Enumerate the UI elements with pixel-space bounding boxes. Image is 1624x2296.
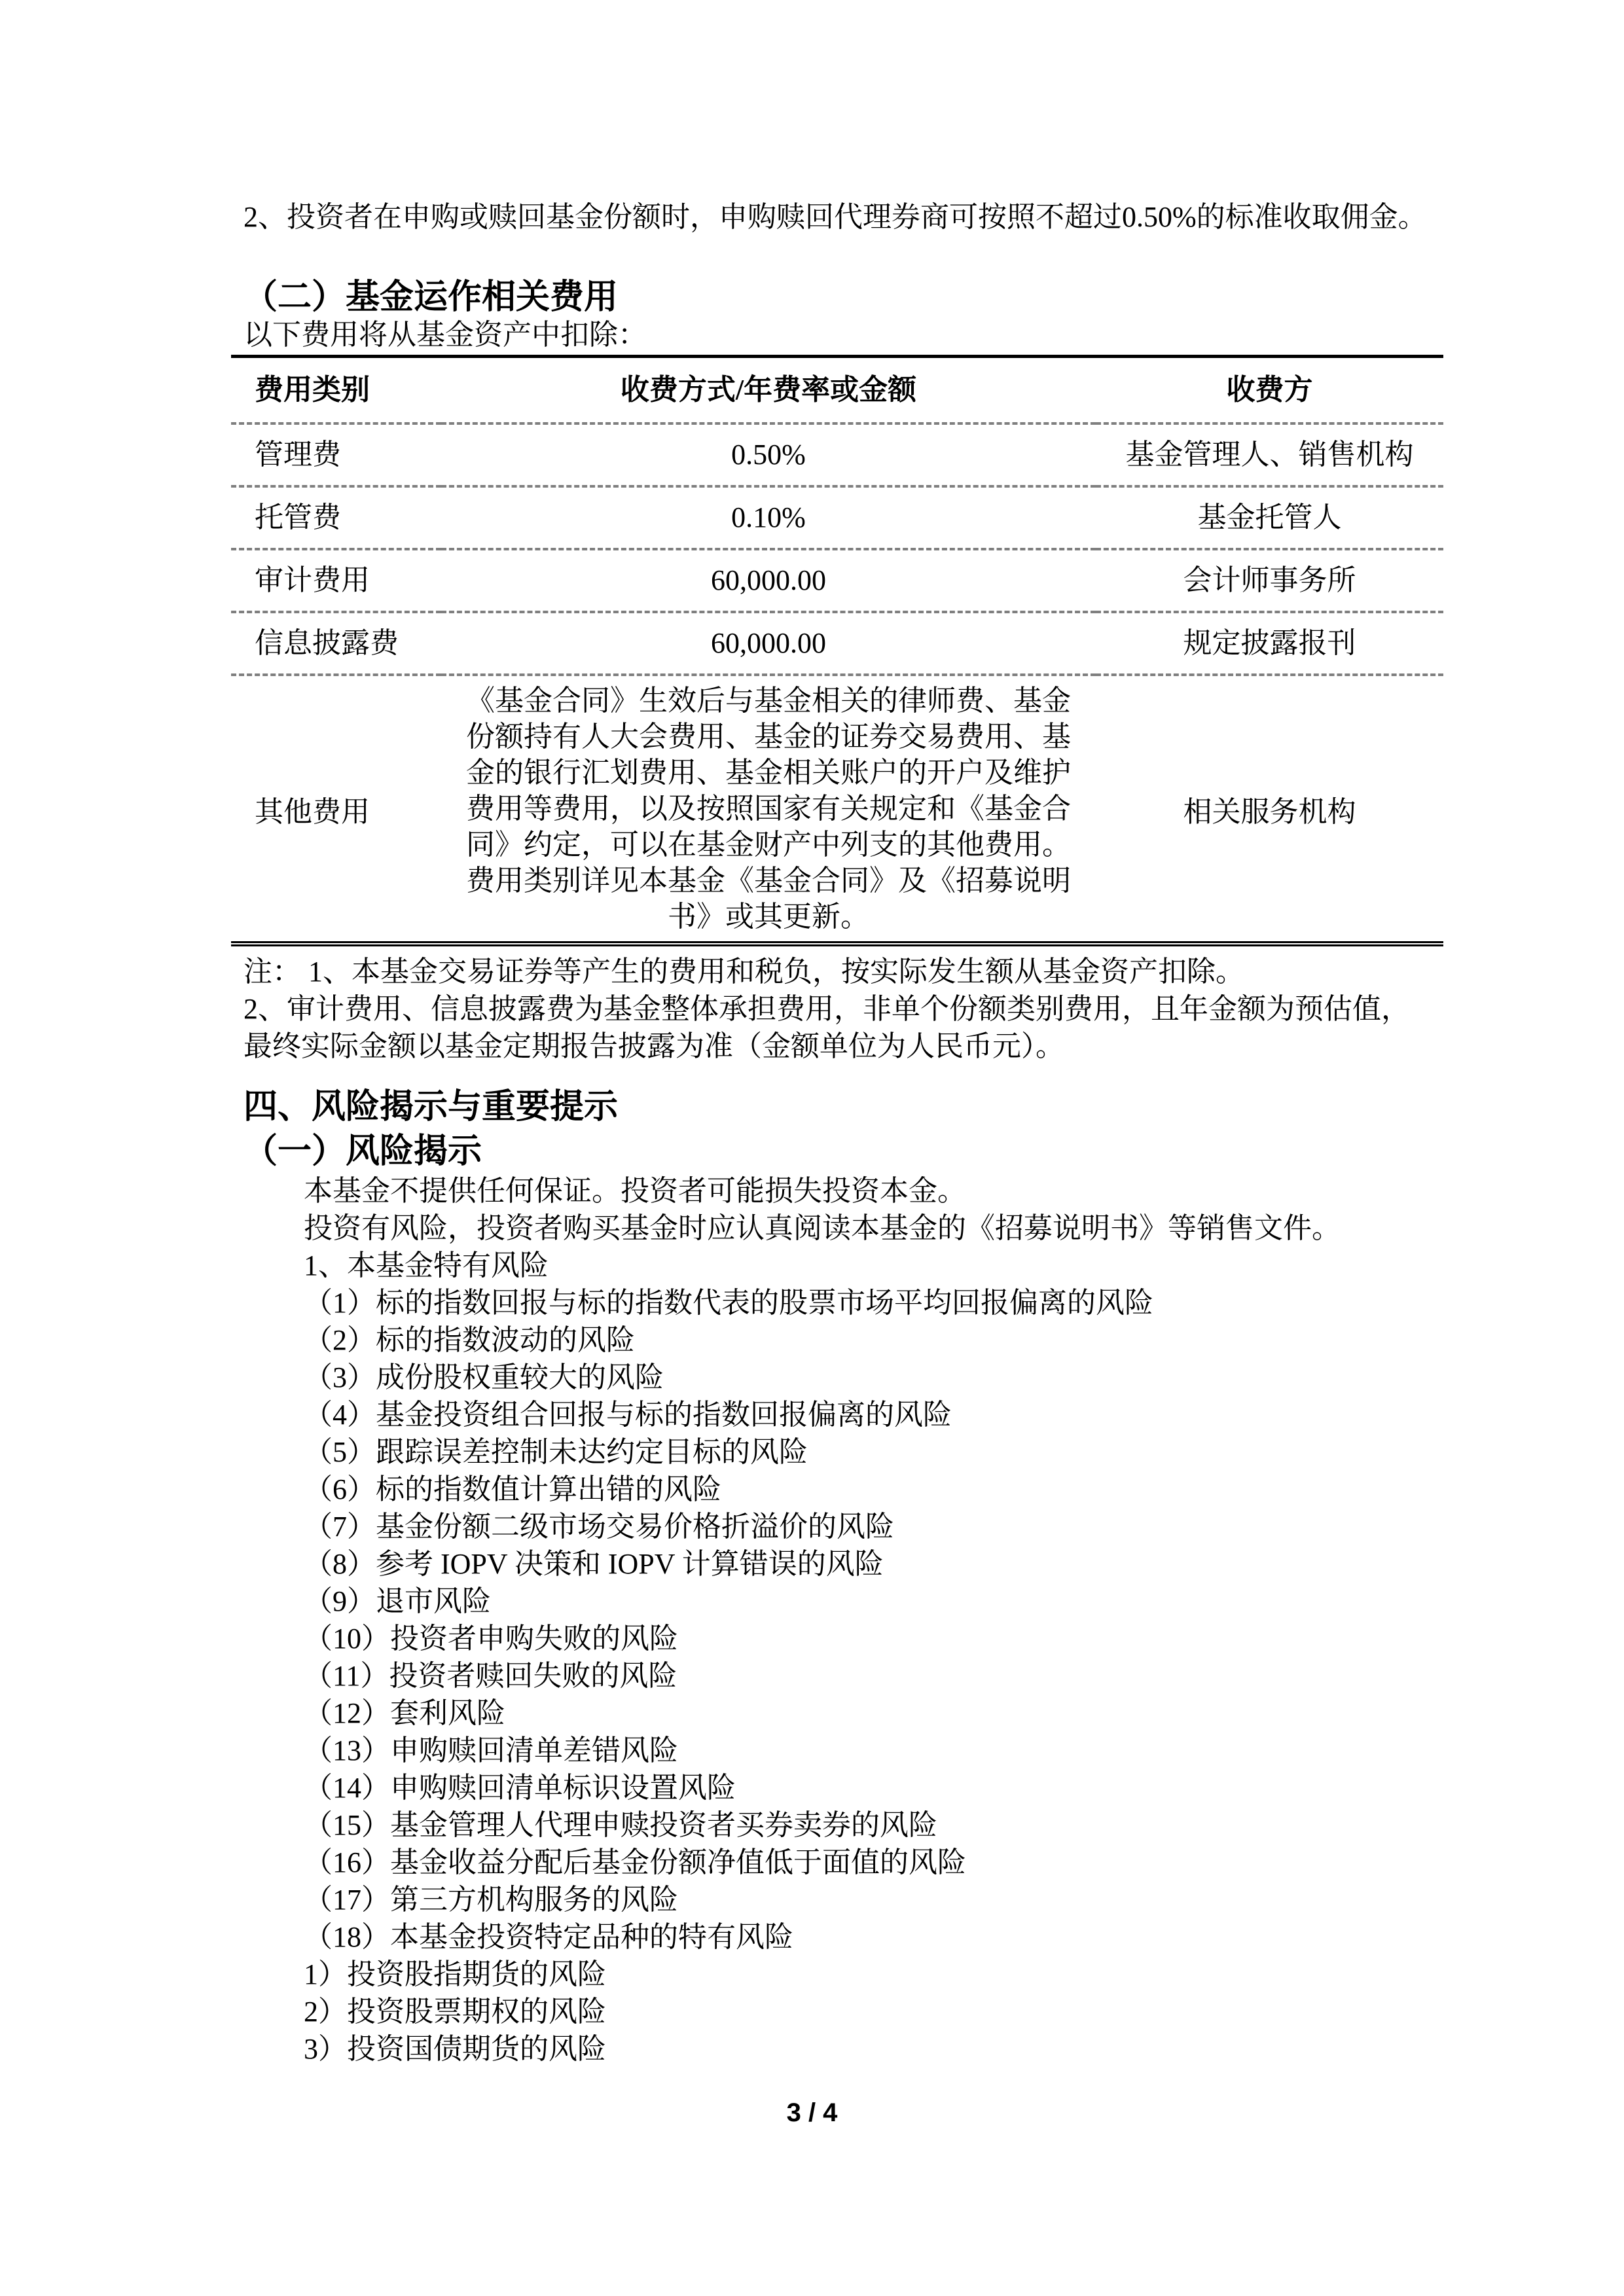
fee-payee: 相关服务机构 (1183, 795, 1356, 828)
risk-item: （11）投资者赎回失败的风险 (304, 1660, 677, 1692)
risk-item: （5）跟踪误差控制未达约定目标的风险 (304, 1436, 808, 1468)
fee-description-line: 同》约定，可以在基金财产中列支的其他费用。 (466, 829, 1071, 861)
risk-item: （17）第三方机构服务的风险 (304, 1884, 678, 1916)
risk-item: （16）基金收益分配后基金份额净值低于面值的风险 (304, 1846, 966, 1878)
fee-description-line: 费用等费用，以及按照国家有关规定和《基金合 (466, 793, 1071, 825)
note-line: 2、审计费用、信息披露费为基金整体承担费用，非单个份额类别费用，且年金额为预估值， (244, 993, 1410, 1025)
fee-payee: 基金管理人、销售机构 (1125, 439, 1414, 471)
fee-rate: 60,000.00 (711, 627, 826, 659)
risk-item: （13）申购赎回清单差错风险 (304, 1734, 678, 1767)
fees-intro-text: 以下费用将从基金资产中扣除： (244, 319, 647, 351)
risk-sub-item: 1）投资股指期货的风险 (304, 1958, 606, 1990)
fee-payee: 规定披露报刊 (1183, 627, 1356, 659)
table-row-management-fee (231, 423, 1443, 486)
risk-disclosure-body (244, 1172, 1443, 2068)
fee-payee: 会计师事务所 (1183, 564, 1356, 596)
fee-description-line: 书》或其更新。 (668, 901, 869, 933)
fee-rate-description (441, 675, 1096, 944)
fees-section-heading: （二）基金运作相关费用 (244, 279, 619, 316)
risk-item: （15）基金管理人代理申赎投资者买券卖券的风险 (304, 1809, 937, 1841)
risk-item: （9）退市风险 (304, 1585, 491, 1617)
commission-paragraph: 2、投资者在申购或赎回基金份额时，申购赎回代理券商可按照不超过0.50%的标准收取佣金。 (244, 201, 1427, 233)
fee-rate: 0.50% (731, 439, 806, 471)
fee-category: 托管费 (255, 501, 341, 533)
note-line: 注： 1、本基金交易证券等产生的费用和税负，按实际发生额从基金资产扣除。 (244, 956, 1244, 988)
risk-item: （18）本基金投资特定品种的特有风险 (304, 1921, 793, 1953)
risk-item: （12）套利风险 (304, 1697, 505, 1729)
fee-table (231, 355, 1443, 946)
risk-item: （3）成份股权重较大的风险 (304, 1361, 664, 1393)
risk-list-title: 1、本基金特有风险 (304, 1249, 549, 1282)
fee-category: 管理费 (255, 439, 341, 471)
fee-category: 其他费用 (255, 795, 370, 828)
table-row-audit-fee (231, 549, 1443, 612)
risk-item: （10）投资者申购失败的风险 (304, 1623, 678, 1655)
risk-item: （14）申购赎回清单标识设置风险 (304, 1772, 736, 1804)
risk-disclosure-subheading: （一）风险揭示 (244, 1133, 482, 1170)
fee-rate: 0.10% (731, 501, 806, 533)
fee-table-header-rate: 收费方式/年费率或金额 (620, 374, 917, 406)
page-number: 3 / 4 (786, 2098, 838, 2127)
table-row-other-fees (231, 675, 1443, 944)
fee-table-header-row (231, 357, 1443, 424)
fee-table-header-payee: 收费方 (1226, 374, 1313, 406)
table-notes (244, 953, 1443, 1065)
document-content (244, 0, 1443, 2068)
fee-category: 信息披露费 (255, 627, 399, 659)
table-row-disclosure-fee (231, 612, 1443, 675)
risk-paragraph: 投资有风险，投资者购买基金时应认真阅读本基金的《招募说明书》等销售文件。 (304, 1212, 1341, 1244)
fee-category: 审计费用 (255, 564, 370, 596)
risk-item: （2）标的指数波动的风险 (304, 1324, 635, 1356)
risk-sub-item: 2）投资股票期权的风险 (304, 1996, 606, 2028)
fee-table-header-category: 费用类别 (255, 374, 370, 406)
risk-paragraph: 本基金不提供任何保证。投资者可能损失投资本金。 (304, 1175, 966, 1207)
fee-rate: 60,000.00 (711, 564, 826, 596)
risk-section-heading: 四、风险揭示与重要提示 (244, 1088, 619, 1126)
risk-sub-item: 3）投资国债期货的风险 (304, 2033, 606, 2065)
risk-item: （7）基金份额二级市场交易价格折溢价的风险 (304, 1511, 894, 1543)
table-row-custody-fee (231, 486, 1443, 549)
fee-description-line: 金的银行汇划费用、基金相关账户的开户及维护 (466, 757, 1071, 789)
note-line: 最终实际金额以基金定期报告披露为准（金额单位为人民币元）。 (244, 1030, 1064, 1062)
risk-item: （1）标的指数回报与标的指数代表的股票市场平均回报偏离的风险 (304, 1287, 1153, 1319)
fee-description-line: 费用类别详见本基金《基金合同》及《招募说明 (466, 865, 1071, 897)
fee-description-line: 份额持有人大会费用、基金的证券交易费用、基 (466, 721, 1071, 753)
fee-description-line: 《基金合同》生效后与基金相关的律师费、基金 (466, 685, 1071, 717)
risk-item: （6）标的指数值计算出错的风险 (304, 1473, 721, 1505)
fee-payee: 基金托管人 (1197, 501, 1342, 533)
risk-item: （8）参考 IOPV 决策和 IOPV 计算错误的风险 (304, 1548, 884, 1580)
risk-item: （4）基金投资组合回报与标的指数回报偏离的风险 (304, 1399, 952, 1431)
